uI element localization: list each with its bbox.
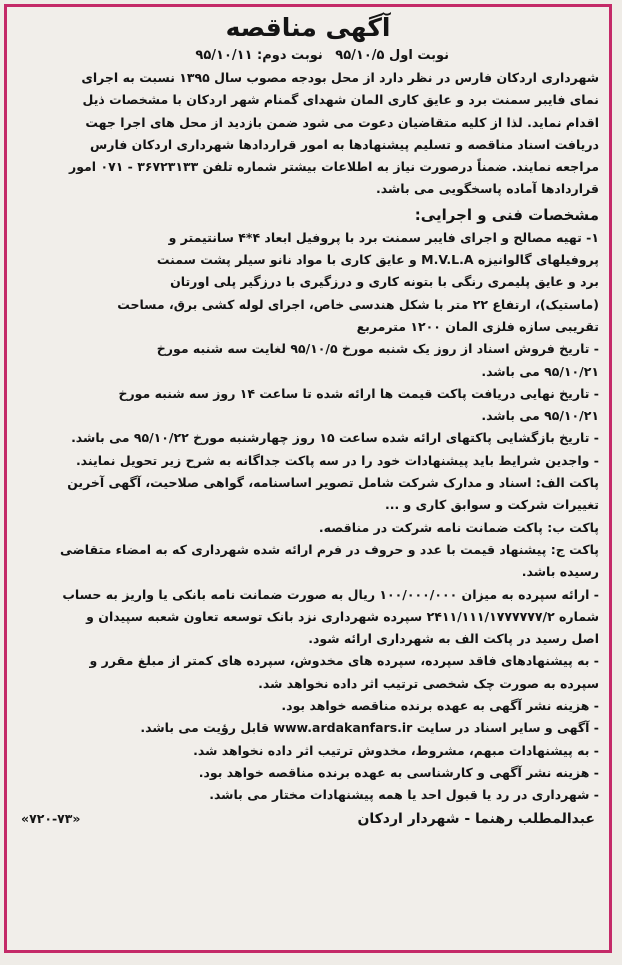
spec-line: - تاریخ نهایی دریافت پاکت قیمت ها ارائه شده تا ساعت ۱۴ روز سه شنبه مورخ [118,385,599,401]
spec-line: ۱- تهیه مصالح و اجرای فایبر سمنت برد با پروفیل ابعاد ۴*۴ سانتیمتر و [168,229,599,245]
spec-line: - هزینه نشر آگهی به عهده برنده مناقصه خواهد بود. [281,698,599,714]
spec-line: شماره ۲۴۱۱/۱۱۱/۱۷۷۷۷۷۷/۲ سپرده شهرداری نزد بانک توسعه تعاون شعبه سپیدان و [86,608,599,624]
spec-line: پاکت ب: پاکت ضمانت نامه شرکت در مناقصه. [318,519,599,535]
spec-line: ۹۵/۱۰/۲۱ می باشد. [481,408,599,424]
spec-line: - تاریخ فروش اسناد از روز یک شنبه مورخ ۹۵/۱۰/۵ لغایت سه شنبه مورخ [156,341,599,357]
closing-line: - هزینه نشر آگهی و کارشناسی به عهده برنده مناقصه خواهد بود. [198,764,599,780]
spec-line: پروفیلهای گالوانیزه M.V.L.A و عایق کاری با مواد نانو سیلر پشت سمنت [156,252,599,268]
website-line [17,717,599,739]
spec-line: برد و عایق پلیمری رنگی با بتونه کاری و درزگیری با درزگیر پلی اورتان [170,274,599,290]
spec-line: اصل رسید در پاکت الف به شهرداری ارائه شود. [308,631,599,647]
spec-line: (ماستیک)، ارتفاع ۲۲ متر با شکل هندسی خاص، اجرای لوله کشی برق، مساحت [117,296,599,312]
spec-line: - به پیشنهادهای فاقد سپرده، سپرده های مخدوش، سپرده های کمتر از مبلغ مقرر و [89,653,599,669]
spec-line: پاکت ج: پیشنهاد قیمت با عدد و حروف در فرم ارائه شده شهرداری که به امضاء متقاضی [60,541,599,557]
second-issue: نوبت دوم: ۹۵/۱۰/۱۱ [195,48,323,63]
first-issue: نوبت اول ۹۵/۱۰/۵ [335,48,449,63]
intro-line: نمای فایبر سمنت برد و عایق کاری المان شهدای گمنام شهر اردکان با مشخصات ذیل [82,92,599,108]
specs-list [17,227,599,807]
tender-notice [4,4,612,953]
website-line-before: - آگهی و سایر اسناد در سایت [416,720,599,736]
issue-dates [17,45,599,67]
spec-line: تقریبی سازه فلزی المان ۱۲۰۰ مترمربع [356,318,599,334]
notice-code: «۷۲۰-۷۳» [21,811,81,826]
spec-line: ۹۵/۱۰/۲۱ می باشد. [481,363,599,379]
closing-line: - به پیشنهادات مبهم، مشروط، مخدوش ترتیب اثر داده نخواهد شد. [193,742,599,758]
signature: عبدالمطلب رهنما - شهردار اردکان [357,810,595,827]
intro-line: شهرداری اردکان فارس در نظر دارد از محل بودجه مصوب سال ۱۳۹۵ نسبت به اجرای [81,70,599,85]
spec-line: - تاریخ بازگشایی پاکتهای ارائه شده ساعت ۱۵ روز چهارشنبه مورخ ۹۵/۱۰/۲۲ می باشد. [71,430,599,446]
notice-title: آگهی مناقصه [225,13,391,42]
spec-line: پاکت الف: اسناد و مدارک شرکت شامل تصویر اساسنامه، گواهی صلاحیت، آگهی آخرین [67,475,599,491]
spec-line: رسیده باشد. [521,564,599,580]
intro-line: دریافت اسناد مناقصه و تسلیم پیشنهادها به امور قراردادها شهرداری اردکان فارس [90,136,599,152]
spec-line: تغییرات شرکت و سوابق کاری و ... [384,497,599,513]
specs-heading: مشخصات فنی و اجرایی: [414,205,599,224]
spec-line: سپرده به صورت چک شخصی ترتیب اثر داده نخواهد شد. [258,675,599,691]
signature-row [17,811,599,827]
intro-line: اقدام نماید. لذا از کلیه متقاضیان دعوت می شود ضمن بازدید از محل های اجرا جهت [85,114,599,130]
intro-line: قراردادها آماده پاسخگویی می باشد. [375,181,599,197]
website-line-after: قابل رؤیت می باشد. [140,720,270,736]
spec-line: - واجدین شرایط باید پیشنهادات خود را در سه پاکت جداگانه به شرح زیر تحویل نمایند. [75,452,599,468]
intro-line: مراجعه نمایند. ضمناً درصورت نیاز به اطلاعات بیشتر شماره تلفن ۳۶۷۲۳۱۳۳ - ۰۷۱ امور [69,159,599,175]
intro-paragraph [17,67,599,201]
spec-line: - ارائه سپرده به میزان ۱۰۰/۰۰۰/۰۰۰ ریال به صورت ضمانت نامه بانکی یا واریز به حساب [62,586,599,602]
website-link[interactable]: www.ardakanfars.ir [273,720,413,736]
closing-line: - شهرداری در رد یا قبول احد یا همه پیشنهادات مختار می باشد. [209,787,599,803]
